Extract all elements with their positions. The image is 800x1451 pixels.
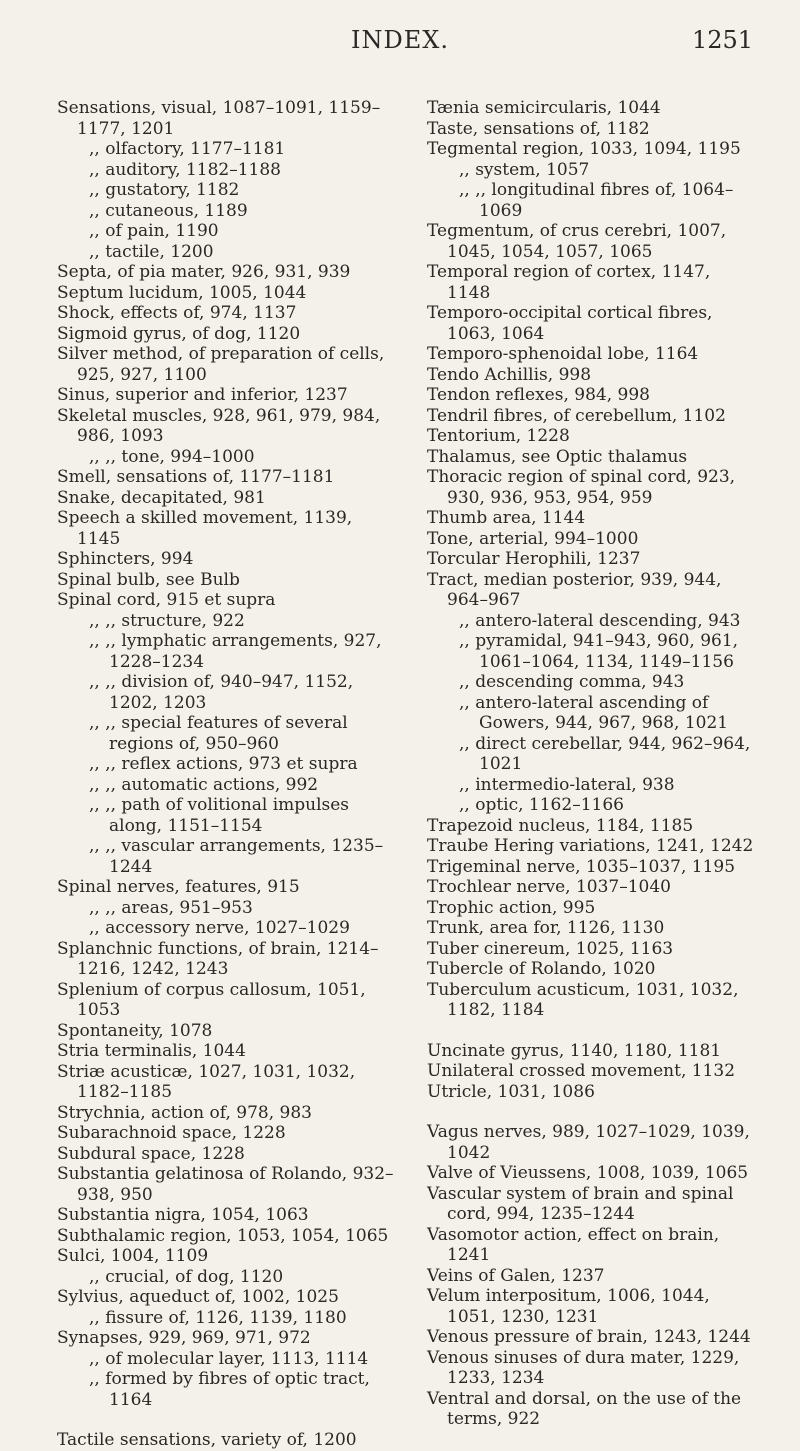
index-entry: Tubercle of Rolando, 1020 <box>427 959 656 979</box>
index-subentry: ,, ,, path of volitional impulses along, 1151–1154 <box>89 795 350 836</box>
index-entry: Snake, decapitated, 981 <box>57 487 266 508</box>
index-subentry: ,, descending comma, 943 <box>459 672 685 692</box>
index-entry: Synapses, 929, 969, 971, 972 <box>57 1328 311 1348</box>
index-subentry: ,, antero-lateral ascending of Gowers, 944, 967, 968, 1021 <box>459 692 729 733</box>
index-subentry: ,, accessory nerve, 1027–1029 <box>89 918 350 938</box>
index-entry: Septa, of pia mater, 926, 931, 939 <box>57 262 351 282</box>
index-entry: Tegmental region, 1033, 1094, 1195 <box>427 139 741 159</box>
index-entry: Silver method, of preparation of cells, 925, 927, 1100 <box>57 344 385 385</box>
index-subentry: ,, ,, vascular arrangements, 1235–1244 <box>89 836 384 877</box>
index-subentry: ,, of molecular layer, 1113, 1114 <box>89 1348 369 1369</box>
index-entry: Ventral and dorsal, on the use of the terms, 922 <box>427 1388 742 1429</box>
index-entry: Splanchnic functions, of brain, 1214–1216, 1242, 1243 <box>57 938 379 979</box>
index-entry: Strychnia, action of, 978, 983 <box>57 1102 312 1123</box>
index-subentry: ,, direct cerebellar, 944, 962–964, 1021 <box>459 733 751 774</box>
index-entry: Tegmentum, of crus cerebri, 1007, 1045, 1054, 1057, 1065 <box>427 221 727 262</box>
index-entry: Spinal cord, 915 et supra <box>57 590 276 610</box>
page-title: INDEX. <box>351 26 449 54</box>
index-entry: Thalamus, see Optic thalamus <box>427 446 688 467</box>
index-entry: Tendo Achillis, 998 <box>427 364 592 385</box>
index-subentry: ,, auditory, 1182–1188 <box>89 159 281 180</box>
index-subentry: ,, pyramidal, 941–943, 960, 961, 1061–1064, 1134, 1149–1156 <box>459 631 739 672</box>
index-column-left <box>57 98 397 1451</box>
index-subentry: ,, gustatory, 1182 <box>89 180 240 200</box>
index-entry: Sylvius, aqueduct of, 1002, 1025 <box>57 1287 339 1307</box>
index-subentry: ,, crucial, of dog, 1120 <box>89 1266 284 1287</box>
index-subentry: ,, fissure of, 1126, 1139, 1180 <box>89 1307 347 1328</box>
index-entry: Venous sinuses of dura mater, 1229, 1233, 1234 <box>427 1347 740 1388</box>
index-entry: Tactile sensations, variety of, 1200 <box>57 1430 357 1450</box>
index-entry: Splenium of corpus callosum, 1051, 1053 <box>57 979 366 1020</box>
index-entry: Vasomotor action, effect on brain, 1241 <box>427 1224 720 1265</box>
index-entry: Trophic action, 995 <box>427 897 596 918</box>
index-subentry: ,, antero-lateral descending, 943 <box>459 610 741 631</box>
index-entry: Thoracic region of spinal cord, 923, 930, 936, 953, 954, 959 <box>427 467 736 508</box>
index-entry: Taste, sensations of, 1182 <box>427 118 650 139</box>
index-entry: Velum interpositum, 1006, 1044, 1051, 1230, 1231 <box>427 1286 710 1327</box>
index-entry: Thumb area, 1144 <box>427 508 586 528</box>
index-entry: Traube Hering variations, 1241, 1242 <box>427 836 754 856</box>
index-entry: Tuberculum acusticum, 1031, 1032, 1182, 1184 <box>427 979 739 1020</box>
index-entry: Stria terminalis, 1044 <box>57 1041 246 1061</box>
index-entry: Valve of Vieussens, 1008, 1039, 1065 <box>427 1163 749 1183</box>
page-number: 1251 <box>692 26 754 54</box>
index-entry: Tænia semicircularis, 1044 <box>427 98 661 118</box>
index-entry: Substantia nigra, 1054, 1063 <box>57 1205 309 1225</box>
index-entry: Speech a skilled movement, 1139, 1145 <box>57 508 353 549</box>
index-subentry: ,, intermedio-lateral, 938 <box>459 774 675 795</box>
index-subentry: ,, ,, automatic actions, 992 <box>89 774 319 795</box>
index-entry: Sphincters, 994 <box>57 549 194 569</box>
index-entry: Trunk, area for, 1126, 1130 <box>427 918 665 938</box>
index-entry: Veins of Galen, 1237 <box>427 1265 605 1286</box>
index-entry: Subarachnoid space, 1228 <box>57 1123 286 1143</box>
index-subentry: ,, cutaneous, 1189 <box>89 200 248 221</box>
index-entry: Trapezoid nucleus, 1184, 1185 <box>427 815 694 836</box>
index-entry: Tract, median posterior, 939, 944, 964–967 <box>427 569 722 610</box>
index-entry: Temporo-sphenoidal lobe, 1164 <box>427 344 699 364</box>
index-entry: Utricle, 1031, 1086 <box>427 1081 595 1102</box>
index-entry: Sulci, 1004, 1109 <box>57 1246 209 1266</box>
index-entry: Subdural space, 1228 <box>57 1143 245 1164</box>
index-entry: Uncinate gyrus, 1140, 1180, 1181 <box>427 1040 722 1061</box>
index-subentry: ,, ,, lymphatic arrangements, 927, 1228–1234 <box>89 631 382 672</box>
index-subentry: ,, ,, division of, 940–947, 1152, 1202, 1203 <box>89 672 354 713</box>
index-subentry: ,, system, 1057 <box>459 159 590 180</box>
index-entry: Tentorium, 1228 <box>427 426 570 446</box>
index-entry: Trigeminal nerve, 1035–1037, 1195 <box>427 856 736 877</box>
index-entry: Sigmoid gyrus, of dog, 1120 <box>57 323 301 344</box>
index-entry: Vascular system of brain and spinal cord, 994, 1235–1244 <box>427 1183 734 1224</box>
index-entry: Tendon reflexes, 984, 998 <box>427 385 650 405</box>
index-subentry: ,, optic, 1162–1166 <box>459 795 624 815</box>
index-entry: Skeletal muscles, 928, 961, 979, 984, 986, 1093 <box>57 405 381 446</box>
index-entry: Shock, effects of, 974, 1137 <box>57 303 297 323</box>
index-subentry: ,, ,, areas, 951–953 <box>89 897 253 918</box>
index-entry: Subthalamic region, 1053, 1054, 1065 <box>57 1225 389 1246</box>
index-subentry: ,, of pain, 1190 <box>89 221 219 241</box>
index-entry: Sensations, visual, 1087–1091, 1159–1177, 1201 <box>57 98 381 139</box>
index-entry: Smell, sensations of, 1177–1181 <box>57 467 335 487</box>
index-entry: Spinal nerves, features, 915 <box>57 877 300 897</box>
index-subentry: ,, ,, special features of several regions of, 950–960 <box>89 713 348 754</box>
section-gap <box>427 1021 757 1041</box>
index-entry: Spontaneity, 1078 <box>57 1020 213 1041</box>
index-entry: Temporal region of cortex, 1147, 1148 <box>427 262 711 303</box>
index-subentry: ,, ,, tone, 994–1000 <box>89 446 255 467</box>
index-entry: Tone, arterial, 994–1000 <box>427 528 639 549</box>
index-entry: Temporo-occipital cortical fibres, 1063, 1064 <box>427 303 713 344</box>
index-subentry: ,, formed by fibres of optic tract, 1164 <box>89 1369 370 1410</box>
index-entry: Tuber cinereum, 1025, 1163 <box>427 938 674 959</box>
index-entry: Spinal bulb, see Bulb <box>57 569 240 590</box>
index-subentry: ,, ,, longitudinal fibres of, 1064–1069 <box>459 180 734 221</box>
index-subentry: ,, ,, structure, 922 <box>89 610 245 631</box>
section-gap <box>57 1410 397 1430</box>
index-subentry: ,, olfactory, 1177–1181 <box>89 139 286 159</box>
section-gap <box>427 1102 757 1122</box>
index-subentry: ,, ,, reflex actions, 973 et supra <box>89 754 358 774</box>
index-entry: Unilateral crossed movement, 1132 <box>427 1061 736 1081</box>
index-entry: Sinus, superior and inferior, 1237 <box>57 385 348 405</box>
index-entry: Trochlear nerve, 1037–1040 <box>427 877 671 897</box>
index-entry: Venous pressure of brain, 1243, 1244 <box>427 1327 751 1347</box>
index-column-right <box>427 98 757 1430</box>
index-entry: Vagus nerves, 989, 1027–1029, 1039, 1042 <box>427 1122 750 1163</box>
index-entry: Tendril fibres, of cerebellum, 1102 <box>427 405 726 426</box>
index-entry: Septum lucidum, 1005, 1044 <box>57 282 307 303</box>
index-entry: Torcular Herophili, 1237 <box>427 549 641 569</box>
index-entry: Substantia gelatinosa of Rolando, 932–938, 950 <box>57 1164 394 1205</box>
index-subentry: ,, tactile, 1200 <box>89 241 214 262</box>
index-entry: Striæ acusticæ, 1027, 1031, 1032, 1182–1185 <box>57 1061 356 1102</box>
